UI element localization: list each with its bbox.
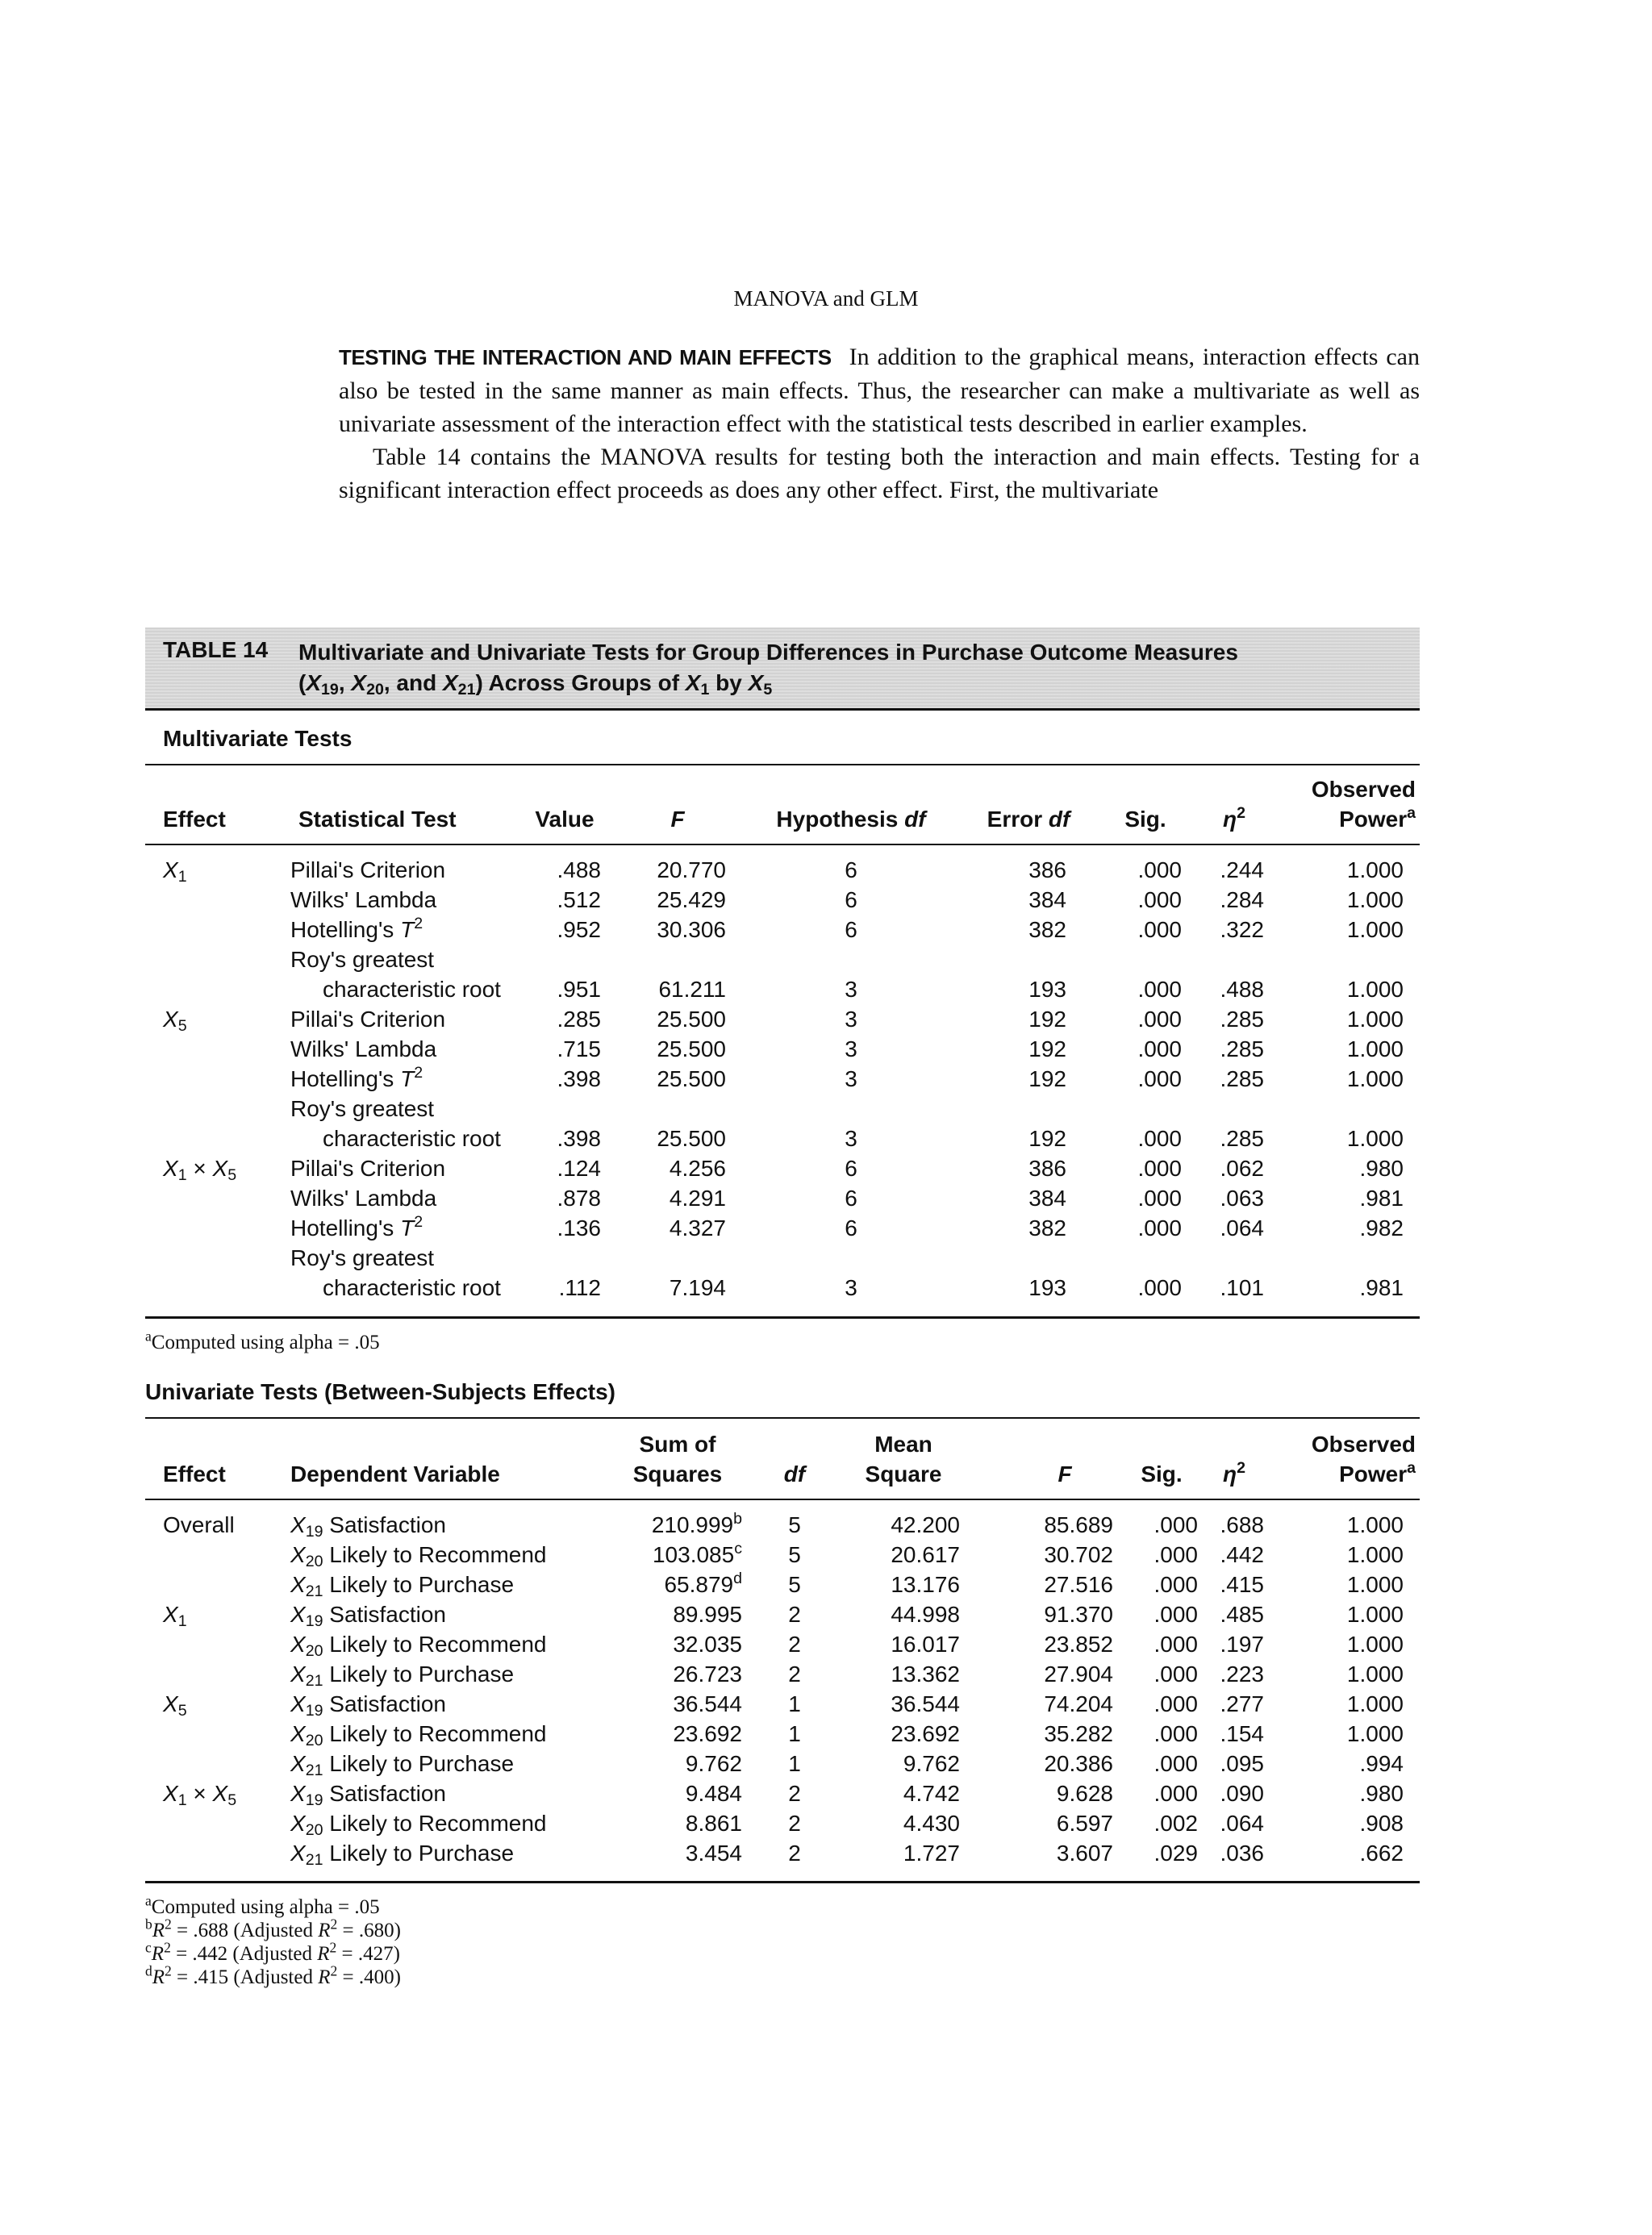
mv-cell-eta: .244	[1220, 857, 1264, 882]
uv-cell-effect: $X_5$	[163, 1691, 187, 1720]
mv-table-row	[145, 1064, 1420, 1094]
uv-cell-power: 1.000	[1346, 1691, 1404, 1716]
uv-cell-df: 5	[788, 1572, 801, 1597]
uv-cell-power: 1.000	[1346, 1662, 1404, 1687]
univariate-top-rule	[145, 1417, 1420, 1419]
mv-cell-error-df: 384	[1028, 887, 1066, 912]
uv-table-row	[145, 1510, 1420, 1540]
mv-cell-error-df: 382	[1028, 917, 1066, 942]
footnote-line: $^cR^2 = .442$ (Adjusted $R^2 = .427$)	[145, 1939, 400, 1965]
uv-cell-dependent-variable: $X_{20}$ Likely to Recommend	[290, 1721, 547, 1749]
mv-cell-power: .981	[1359, 1186, 1404, 1211]
uv-table-row	[145, 1689, 1420, 1719]
mv-cell-power: 1.000	[1346, 1007, 1404, 1032]
mv-cell-test: Hotelling's $T^2$	[290, 1064, 423, 1091]
mv-cell-eta: .488	[1220, 977, 1264, 1002]
mv-cell-effect: $X_1 \times X_5$	[163, 1156, 237, 1184]
mv-cell-eta: .285	[1220, 1036, 1264, 1061]
uv-cell-power: 1.000	[1346, 1632, 1404, 1657]
mv-cell-error-df: 193	[1028, 977, 1066, 1002]
mv-table-row	[145, 1034, 1420, 1064]
mv-cell-test: Pillai's Criterion	[290, 1007, 446, 1032]
mv-cell-sig: .000	[1137, 1156, 1182, 1181]
mv-table-row	[145, 974, 1420, 1004]
uv-cell-df: 5	[788, 1542, 801, 1567]
univariate-body	[145, 1510, 1420, 1868]
mv-cell-power: 1.000	[1346, 887, 1404, 912]
uv-cell-power: 1.000	[1346, 1542, 1404, 1567]
uv-cell-eta: .064	[1220, 1811, 1264, 1836]
uv-cell-mean-square: 1.727	[903, 1841, 960, 1866]
uv-cell-dependent-variable: $X_{21}$ Likely to Purchase	[290, 1572, 515, 1600]
mv-cell-test: Wilks' Lambda	[290, 1186, 437, 1211]
uv-cell-df: 2	[788, 1841, 801, 1866]
mv-cell-hypothesis-df: 6	[845, 887, 857, 912]
uv-cell-sum-of-squares: 26.723	[673, 1662, 742, 1687]
uv-cell-df: 1	[788, 1721, 801, 1746]
mv-cell-test: Pillai's Criterion	[290, 1156, 446, 1181]
mv-cell-f: 25.500	[657, 1007, 726, 1032]
mv-cell-hypothesis-df: 6	[845, 917, 857, 942]
multivariate-footnote: $^a$Computed using alpha = .05	[145, 1328, 380, 1353]
mv-cell-f: 4.291	[669, 1186, 726, 1211]
intro-paragraph-1	[339, 340, 1420, 440]
uv-cell-df: 2	[788, 1602, 801, 1627]
uv-cell-mean-square: 23.692	[891, 1721, 960, 1746]
mv-cell-hypothesis-df: 3	[845, 1275, 857, 1300]
uv-cell-dependent-variable: $X_{20}$ Likely to Recommend	[290, 1542, 547, 1570]
mv-cell-power: 1.000	[1346, 977, 1404, 1002]
uv-cell-power: 1.000	[1346, 1602, 1404, 1627]
uv-header-ms-line1: Mean	[874, 1432, 932, 1457]
mv-table-row	[145, 885, 1420, 915]
mv-cell-test: characteristic root	[323, 1126, 501, 1151]
uv-cell-sig: .000	[1153, 1572, 1198, 1597]
mv-cell-value: .136	[557, 1215, 601, 1241]
uv-cell-df: 2	[788, 1781, 801, 1806]
uv-cell-power: .662	[1359, 1841, 1404, 1866]
mv-cell-value: .952	[557, 917, 601, 942]
mv-cell-test: Roy's greatest	[290, 947, 435, 972]
uv-cell-effect: $X_1 \times X_5$	[163, 1781, 237, 1809]
uv-cell-mean-square: 4.742	[903, 1781, 960, 1806]
footnote-line: $^bR^2 = .688$ (Adjusted $R^2 = .680$)	[145, 1916, 401, 1941]
multivariate-bottom-rule	[145, 1316, 1420, 1319]
mv-header-test: Statistical Test	[298, 807, 457, 832]
uv-cell-eta: .095	[1220, 1751, 1264, 1776]
uv-cell-mean-square: 9.762	[903, 1751, 960, 1776]
uv-cell-df: 5	[788, 1512, 801, 1537]
uv-cell-dependent-variable: $X_{21}$ Likely to Purchase	[290, 1841, 515, 1869]
uv-cell-sum-of-squares: 8.861	[685, 1811, 742, 1836]
mv-table-row	[145, 1273, 1420, 1303]
mv-cell-sig: .000	[1137, 1126, 1182, 1151]
uv-cell-sum-of-squares: 23.692	[673, 1721, 742, 1746]
uv-table-row	[145, 1629, 1420, 1659]
table-title	[298, 637, 1404, 698]
mv-cell-f: 4.327	[669, 1215, 726, 1241]
mv-cell-test: Hotelling's $T^2$	[290, 1213, 423, 1241]
uv-cell-dependent-variable: $X_{19}$ Satisfaction	[290, 1781, 447, 1809]
univariate-header-rule	[145, 1499, 1420, 1500]
uv-cell-sig: .000	[1153, 1691, 1198, 1716]
intro-text	[339, 340, 1420, 507]
uv-header-dv: Dependent Variable	[290, 1462, 500, 1487]
mv-cell-f: 25.500	[657, 1036, 726, 1061]
mv-cell-eta: .064	[1220, 1215, 1264, 1241]
uv-cell-eta: .415	[1220, 1572, 1264, 1597]
mv-cell-value: .512	[557, 887, 601, 912]
mv-table-row	[145, 944, 1420, 974]
mv-cell-error-df: 192	[1028, 1066, 1066, 1091]
mv-cell-error-df: 384	[1028, 1186, 1066, 1211]
uv-cell-sig: .000	[1153, 1632, 1198, 1657]
univariate-footnotes	[145, 1892, 401, 1989]
uv-cell-eta: .442	[1220, 1542, 1264, 1567]
uv-cell-sum-of-squares: 9.762	[685, 1751, 742, 1776]
uv-header-power-line2: Power$^a$	[1339, 1459, 1416, 1487]
mv-cell-value: .112	[558, 1275, 601, 1300]
uv-header-f: F	[1058, 1462, 1072, 1487]
mv-cell-value: .124	[557, 1156, 601, 1181]
mv-cell-eta: .322	[1220, 917, 1264, 942]
mv-cell-effect: $X_5$	[163, 1007, 187, 1035]
mv-cell-power: .980	[1359, 1156, 1404, 1181]
mv-cell-test: Wilks' Lambda	[290, 887, 437, 912]
mv-cell-error-df: 386	[1028, 1156, 1066, 1181]
uv-cell-dependent-variable: $X_{19}$ Satisfaction	[290, 1512, 447, 1541]
uv-cell-f: 23.852	[1044, 1632, 1113, 1657]
mv-cell-sig: .000	[1137, 917, 1182, 942]
mv-cell-value: .715	[557, 1036, 601, 1061]
mv-header-error-df: Error df	[987, 807, 1070, 832]
uv-cell-sig: .000	[1153, 1602, 1198, 1627]
mv-cell-f: 30.306	[657, 917, 726, 942]
mv-cell-power: 1.000	[1346, 1036, 1404, 1061]
mv-cell-hypothesis-df: 3	[845, 1066, 857, 1091]
mv-header-value: Value	[535, 807, 594, 832]
mv-table-row	[145, 1004, 1420, 1034]
mv-cell-f: 61.211	[658, 977, 726, 1002]
uv-cell-f: 30.702	[1044, 1542, 1113, 1567]
mv-cell-power: 1.000	[1346, 857, 1404, 882]
mv-cell-value: .878	[557, 1186, 601, 1211]
mv-cell-hypothesis-df: 6	[845, 1156, 857, 1181]
mv-cell-eta: .285	[1220, 1066, 1264, 1091]
uv-header-eta: $\eta^2$	[1222, 1459, 1245, 1487]
uv-cell-dependent-variable: $X_{20}$ Likely to Recommend	[290, 1632, 547, 1660]
uv-cell-sum-of-squares: 210.999$^b$	[651, 1510, 742, 1537]
uv-table-row	[145, 1778, 1420, 1808]
mv-table-row	[145, 1094, 1420, 1124]
uv-cell-sig: .000	[1153, 1662, 1198, 1687]
uv-cell-eta: .197	[1220, 1632, 1264, 1657]
mv-cell-sig: .000	[1137, 857, 1182, 882]
footnote-line: $^dR^2 = .415$ (Adjusted $R^2 = .400$)	[145, 1962, 401, 1988]
uv-cell-dependent-variable: $X_{20}$ Likely to Recommend	[290, 1811, 547, 1839]
mv-cell-value: .398	[557, 1066, 601, 1091]
uv-cell-df: 2	[788, 1632, 801, 1657]
uv-cell-effect: $X_1$	[163, 1602, 187, 1630]
mv-cell-sig: .000	[1137, 887, 1182, 912]
mv-cell-test: Roy's greatest	[290, 1096, 435, 1121]
uv-table-row	[145, 1838, 1420, 1868]
uv-cell-dependent-variable: $X_{19}$ Satisfaction	[290, 1691, 447, 1720]
mv-cell-hypothesis-df: 3	[845, 1036, 857, 1061]
mv-cell-error-df: 193	[1028, 1275, 1066, 1300]
uv-cell-mean-square: 36.544	[891, 1691, 960, 1716]
mv-cell-test: Roy's greatest	[290, 1245, 435, 1270]
mv-cell-sig: .000	[1137, 977, 1182, 1002]
mv-cell-value: .398	[557, 1126, 601, 1151]
mv-cell-eta: .101	[1220, 1275, 1264, 1300]
mv-cell-sig: .000	[1137, 1066, 1182, 1091]
uv-table-row	[145, 1808, 1420, 1838]
multivariate-top-rule	[145, 764, 1420, 765]
uv-header-ss-line2: Squares	[632, 1462, 723, 1487]
mv-cell-eta: .285	[1220, 1007, 1264, 1032]
uv-cell-mean-square: 13.176	[891, 1572, 960, 1597]
uv-cell-mean-square: 42.200	[891, 1512, 960, 1537]
mv-cell-error-df: 192	[1028, 1126, 1066, 1151]
uv-cell-sig: .000	[1153, 1512, 1198, 1537]
mv-cell-f: 25.500	[657, 1126, 726, 1151]
uv-cell-df: 2	[788, 1662, 801, 1687]
mv-cell-power: .982	[1359, 1215, 1404, 1241]
mv-cell-power: 1.000	[1346, 1126, 1404, 1151]
mv-cell-sig: .000	[1137, 1275, 1182, 1300]
uv-cell-sum-of-squares: 103.085$^c$	[652, 1540, 742, 1567]
uv-cell-f: 20.386	[1044, 1751, 1113, 1776]
uv-cell-f: 85.689	[1044, 1512, 1113, 1537]
uv-cell-mean-square: 13.362	[891, 1662, 960, 1687]
uv-cell-mean-square: 20.617	[891, 1542, 960, 1567]
table-label: TABLE 14	[163, 637, 269, 662]
running-head: MANOVA and GLM	[733, 286, 919, 311]
mv-cell-test: Hotelling's $T^2$	[290, 915, 423, 942]
mv-cell-f: 4.256	[669, 1156, 726, 1181]
univariate-bottom-rule	[145, 1881, 1420, 1883]
uv-cell-eta: .090	[1220, 1781, 1264, 1806]
mv-cell-error-df: 192	[1028, 1007, 1066, 1032]
mv-cell-sig: .000	[1137, 1215, 1182, 1241]
mv-cell-error-df: 192	[1028, 1036, 1066, 1061]
uv-cell-eta: .688	[1220, 1512, 1264, 1537]
uv-cell-mean-square: 4.430	[903, 1811, 960, 1836]
uv-cell-mean-square: 16.017	[891, 1632, 960, 1657]
uv-cell-effect: Overall	[163, 1512, 235, 1537]
uv-cell-f: 9.628	[1056, 1781, 1113, 1806]
uv-cell-sig: .000	[1153, 1542, 1198, 1567]
uv-cell-sum-of-squares: 3.454	[685, 1841, 742, 1866]
uv-cell-f: 6.597	[1056, 1811, 1113, 1836]
uv-cell-f: 35.282	[1044, 1721, 1113, 1746]
uv-cell-power: .980	[1359, 1781, 1404, 1806]
uv-cell-power: 1.000	[1346, 1572, 1404, 1597]
uv-cell-sig: .000	[1153, 1721, 1198, 1746]
mv-cell-hypothesis-df: 3	[845, 977, 857, 1002]
run-in-heading: TESTING THE INTERACTION AND MAIN EFFECTS	[339, 345, 832, 369]
uv-cell-dependent-variable: $X_{19}$ Satisfaction	[290, 1602, 447, 1630]
mv-table-row	[145, 915, 1420, 944]
multivariate-header-rule	[145, 844, 1420, 845]
mv-cell-eta: .285	[1220, 1126, 1264, 1151]
mv-cell-sig: .000	[1137, 1186, 1182, 1211]
univariate-section-title: Univariate Tests (Between-Subjects Effects)	[145, 1379, 615, 1404]
uv-cell-sum-of-squares: 32.035	[673, 1632, 742, 1657]
mv-table-row	[145, 1243, 1420, 1273]
uv-cell-dependent-variable: $X_{21}$ Likely to Purchase	[290, 1751, 515, 1779]
univariate-header	[145, 1429, 1420, 1489]
uv-header-ss-line1: Sum of	[639, 1432, 716, 1457]
mv-cell-value: .951	[557, 977, 601, 1002]
uv-cell-f: 27.516	[1044, 1572, 1113, 1597]
uv-cell-f: 3.607	[1056, 1841, 1113, 1866]
intro-para1-text: In addition to the graphical means, interaction effects can also be tested in the same manner as main effects. Thus, the researcher can make a multivariate as well as univariate assessment of the interaction effect with the statistical tests described in earlier examples.	[339, 344, 1420, 437]
uv-cell-df: 1	[788, 1691, 801, 1716]
mv-cell-f: 25.500	[657, 1066, 726, 1091]
uv-cell-eta: .223	[1220, 1662, 1264, 1687]
mv-header-eta: $\eta^2$	[1222, 804, 1245, 832]
uv-table-row	[145, 1599, 1420, 1629]
uv-cell-df: 1	[788, 1751, 801, 1776]
uv-cell-f: 27.904	[1044, 1662, 1113, 1687]
uv-header-sig: Sig.	[1141, 1462, 1183, 1487]
mv-cell-power: 1.000	[1346, 1066, 1404, 1091]
mv-cell-test: Wilks' Lambda	[290, 1036, 437, 1061]
mv-cell-power: .981	[1359, 1275, 1404, 1300]
mv-cell-effect: $X_1$	[163, 857, 187, 886]
uv-cell-power: .994	[1359, 1751, 1404, 1776]
mv-cell-test: characteristic root	[323, 977, 501, 1002]
uv-cell-eta: .485	[1220, 1602, 1264, 1627]
uv-table-row	[145, 1719, 1420, 1749]
uv-cell-f: 74.204	[1044, 1691, 1113, 1716]
uv-cell-power: .908	[1359, 1811, 1404, 1836]
mv-cell-value: .285	[557, 1007, 601, 1032]
banner-rule	[145, 708, 1420, 711]
uv-table-row	[145, 1659, 1420, 1689]
uv-cell-df: 2	[788, 1811, 801, 1836]
mv-cell-error-df: 382	[1028, 1215, 1066, 1241]
uv-cell-eta: .036	[1220, 1841, 1264, 1866]
footnote-line: $^a$Computed using alpha = .05	[145, 1892, 380, 1918]
uv-cell-power: 1.000	[1346, 1512, 1404, 1537]
mv-cell-sig: .000	[1137, 1007, 1182, 1032]
mv-cell-eta: .063	[1220, 1186, 1264, 1211]
mv-header-hypothesis-df: Hypothesis df	[776, 807, 926, 832]
uv-table-row	[145, 1749, 1420, 1778]
table-title-line-2: ($X_{19}$, $X_{20}$, and $X_{21}$) Across Groups of $X_1$ by $X_5$	[298, 670, 773, 698]
table-title-line-1: Multivariate and Univariate Tests for Group Differences in Purchase Outcome Measures	[298, 640, 1238, 665]
mv-header-power-line1: Observed	[1311, 777, 1416, 802]
uv-cell-mean-square: 44.998	[891, 1602, 960, 1627]
mv-cell-f: 20.770	[657, 857, 726, 882]
mv-cell-hypothesis-df: 6	[845, 857, 857, 882]
uv-header-power-line1: Observed	[1311, 1432, 1416, 1457]
mv-cell-power: 1.000	[1346, 917, 1404, 942]
mv-table-row	[145, 1183, 1420, 1213]
mv-table-row	[145, 1153, 1420, 1183]
mv-cell-hypothesis-df: 3	[845, 1126, 857, 1151]
mv-cell-test: characteristic root	[323, 1275, 501, 1300]
mv-cell-hypothesis-df: 3	[845, 1007, 857, 1032]
uv-cell-power: 1.000	[1346, 1721, 1404, 1746]
uv-cell-eta: .277	[1220, 1691, 1264, 1716]
uv-cell-f: 91.370	[1044, 1602, 1113, 1627]
multivariate-section-title: Multivariate Tests	[163, 726, 353, 751]
mv-cell-f: 25.429	[657, 887, 726, 912]
mv-cell-hypothesis-df: 6	[845, 1215, 857, 1241]
mv-cell-eta: .284	[1220, 887, 1264, 912]
uv-table-row	[145, 1540, 1420, 1570]
uv-cell-sig: .000	[1153, 1751, 1198, 1776]
uv-table-row	[145, 1570, 1420, 1599]
mv-cell-value: .488	[557, 857, 601, 882]
uv-header-df: df	[783, 1462, 806, 1487]
uv-cell-sum-of-squares: 65.879$^d$	[664, 1570, 742, 1597]
mv-header-f: F	[670, 807, 685, 832]
uv-cell-sig: .002	[1153, 1811, 1198, 1836]
intro-paragraph-2: Table 14 contains the MANOVA results for testing both the interaction and main effects. Testing for a significant interaction effect proceeds as does any other effect. First, the multivariate	[339, 444, 1420, 503]
uv-cell-eta: .154	[1220, 1721, 1264, 1746]
mv-cell-eta: .062	[1220, 1156, 1264, 1181]
mv-cell-f: 7.194	[669, 1275, 726, 1300]
uv-cell-sig: .029	[1153, 1841, 1198, 1866]
uv-cell-sum-of-squares: 89.995	[673, 1602, 742, 1627]
uv-cell-sig: .000	[1153, 1781, 1198, 1806]
mv-header-power-line2: Power$^a$	[1339, 804, 1416, 832]
multivariate-header	[145, 774, 1420, 834]
mv-cell-test: Pillai's Criterion	[290, 857, 446, 882]
mv-header-sig: Sig.	[1124, 807, 1166, 832]
uv-cell-sum-of-squares: 36.544	[673, 1691, 742, 1716]
mv-cell-sig: .000	[1137, 1036, 1182, 1061]
multivariate-body	[145, 855, 1420, 1303]
mv-header-effect: Effect	[163, 807, 226, 832]
mv-table-row	[145, 855, 1420, 885]
uv-header-effect: Effect	[163, 1462, 226, 1487]
uv-header-ms-line2: Square	[865, 1462, 942, 1487]
mv-cell-error-df: 386	[1028, 857, 1066, 882]
uv-cell-sum-of-squares: 9.484	[685, 1781, 742, 1806]
uv-cell-dependent-variable: $X_{21}$ Likely to Purchase	[290, 1662, 515, 1690]
mv-table-row	[145, 1213, 1420, 1243]
mv-table-row	[145, 1124, 1420, 1153]
mv-cell-hypothesis-df: 6	[845, 1186, 857, 1211]
